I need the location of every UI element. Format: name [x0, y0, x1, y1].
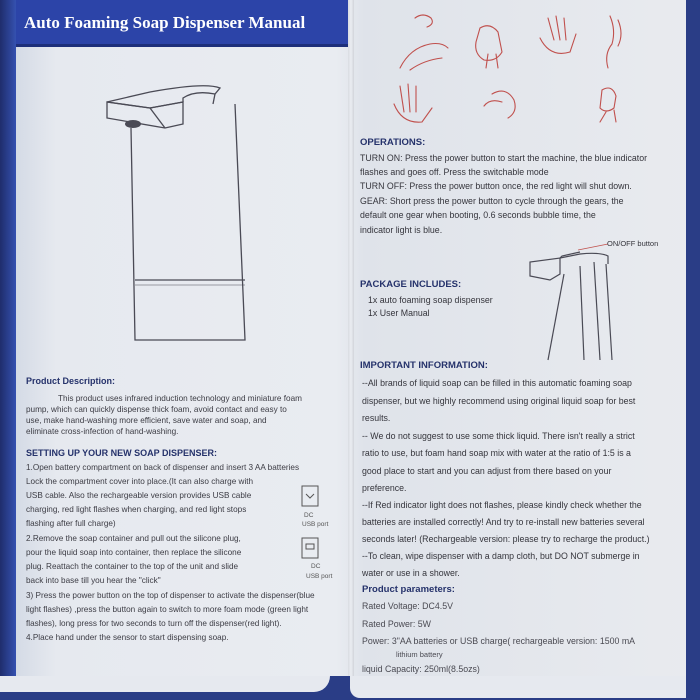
dispenser-illustration: [95, 80, 285, 360]
power-spec: Power: 3"AA batteries or USB charge( rechargeable version: 1500 mA: [362, 636, 636, 646]
title-bar: [16, 0, 348, 47]
important-line: --If Red indicator light does not flashes, please kindly check whether the: [362, 500, 642, 510]
important-line: ratio to use, but foam hand soap mix with water at the ratio of 1:5 is a: [362, 448, 631, 458]
right-page-bottom: [350, 676, 686, 698]
operations-line: TURN ON: Press the power button to start the machine, the blue indicator: [360, 153, 648, 163]
hand-washing-steps-icon: [380, 8, 650, 133]
usb-port-label: USB port: [306, 573, 333, 580]
package-heading: PACKAGE INCLUDES:: [360, 279, 462, 290]
important-line: batteries are installed correctly! And try to re-install new batteries several: [362, 517, 645, 527]
important-line: --All brands of liquid soap can be filled in this automatic foaming soap: [362, 378, 632, 388]
setup-line: pour the liquid soap into container, then replace the silicone: [26, 548, 242, 557]
important-line: results.: [362, 413, 391, 423]
page-title: Auto Foaming Soap Dispenser Manual: [24, 13, 306, 32]
setup-line: back into base till you hear the "click": [26, 576, 161, 585]
dc-label: DC: [304, 512, 314, 519]
description-line: pump, which can quickly dispense thick foam, avoid contact and easy to: [26, 405, 287, 414]
setup-line: flashing after full charge): [26, 519, 116, 528]
right-cover-edge: [686, 0, 700, 700]
important-line: --To clean, wipe dispenser with a damp cloth, but DO NOT submerge in: [362, 551, 640, 561]
package-item: 1x auto foaming soap dispenser: [368, 295, 493, 305]
left-page-bottom: [0, 676, 330, 692]
important-line: seconds later! (Rechargeable version: please try to recharge the product.): [362, 534, 650, 544]
usb-port-icon: [300, 536, 322, 562]
setup-line: 4.Place hand under the sensor to start dispensing soap.: [26, 633, 229, 642]
operations-line: indicator light is blue.: [360, 225, 443, 235]
setup-line: Lock the compartment cover into place.(It can also charge with: [26, 477, 254, 486]
operations-line: GEAR: Short press the power button to cycle through the gears, the: [360, 196, 624, 206]
rated-voltage: Rated Voltage: DC4.5V: [362, 601, 453, 611]
setup-line: 3) Press the power button on the top of dispenser to activate the dispenser(blue: [26, 591, 315, 600]
product-description-heading: Product Description:: [26, 376, 116, 386]
left-cover-edge: [0, 0, 16, 700]
setup-line: 2.Remove the soap container and pull out the silicone plug,: [26, 534, 241, 543]
setup-line: light flashes) ,press the button again to switch to more foam mode (green light: [26, 605, 309, 614]
dispenser-side-illustration: [520, 236, 670, 366]
description-line: This product uses infrared induction technology and miniature foam: [58, 394, 302, 403]
operations-line: flashes and goes off. Press the switchable mode: [360, 167, 549, 177]
operations-line: default one gear when booting, 0.6 seconds bubble time, the: [360, 210, 596, 220]
important-heading: IMPORTANT INFORMATION:: [360, 360, 488, 371]
important-line: dispenser, but we highly recommend using original liquid soap for best: [362, 396, 636, 406]
power-spec-cont: lithium battery: [396, 650, 443, 659]
usb-port-icon: [300, 484, 322, 510]
liquid-capacity: liquid Capacity: 250ml(8.5ozs): [362, 664, 480, 674]
setup-line: plug. Reattach the container to the top of the unit and slide: [26, 562, 239, 571]
important-line: preference.: [362, 483, 407, 493]
important-line: water or use in a shower.: [362, 568, 460, 578]
dc-label: DC: [311, 563, 321, 570]
usb-port-label: USB port: [302, 521, 329, 528]
setup-line: USB cable. Also the rechargeable version provides USB cable: [26, 491, 252, 500]
setup-line: flashes), long press for two seconds to turn off the dispenser(red light).: [26, 619, 282, 628]
package-item: 1x User Manual: [368, 308, 430, 318]
description-line: use, make hand-washing more efficient, save water and soap, and: [26, 416, 267, 425]
important-line: -- We do not suggest to use some thick liquid. There isn't really a strict: [362, 431, 635, 441]
rated-power: Rated Power: 5W: [362, 619, 431, 629]
operations-line: TURN OFF: Press the power button once, the red light will shut down.: [360, 181, 632, 191]
operations-heading: OPERATIONS:: [360, 137, 426, 148]
important-line: good place to start and you can adjust from there based on your: [362, 466, 612, 476]
parameters-heading: Product parameters:: [362, 584, 455, 595]
page-fold: [348, 0, 354, 700]
description-line: eliminate cross-infection of hand-washing.: [26, 427, 179, 436]
onoff-button-label: ON/OFF button: [607, 239, 659, 248]
setup-heading: SETTING UP YOUR NEW SOAP DISPENSER:: [26, 448, 218, 458]
setup-line: charging, red light flashes when charging, and red light stops: [26, 505, 247, 514]
bottom-cover-band: [0, 676, 700, 700]
setup-line: 1.Open battery compartment on back of dispenser and insert 3 AA batteries: [26, 463, 300, 472]
